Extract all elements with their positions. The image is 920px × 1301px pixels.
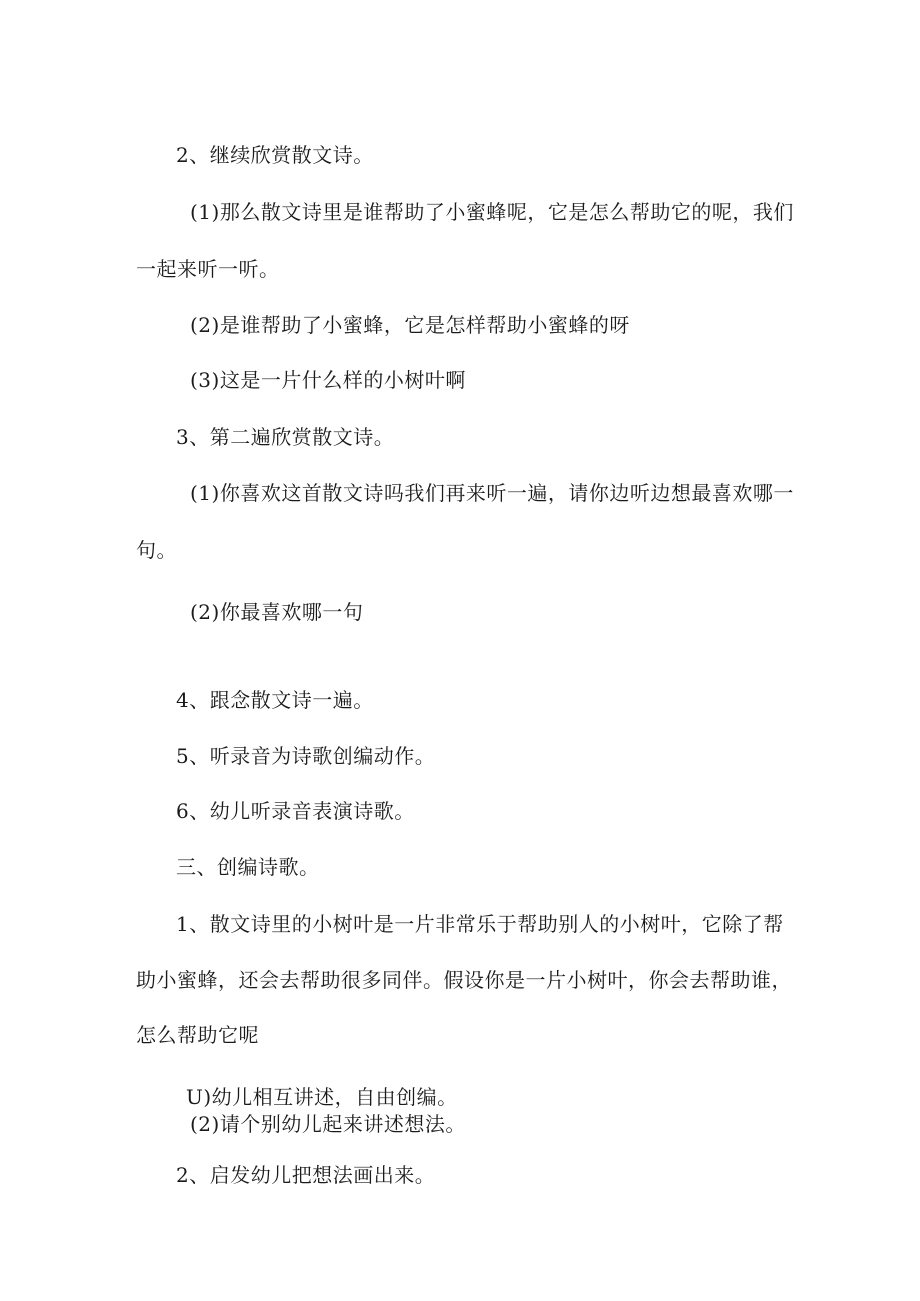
paragraph-line: 6、幼儿听录音表演诗歌。 — [176, 799, 415, 823]
paragraph-line: 3、第二遍欣赏散文诗。 — [176, 425, 395, 449]
paragraph-line: 4、跟念散文诗一遍。 — [176, 688, 374, 712]
paragraph-line: (2)你最喜欢哪一句 — [190, 600, 364, 624]
section-heading: 三、创编诗歌。 — [176, 855, 320, 879]
paragraph-line: 5、听录音为诗歌创编动作。 — [176, 744, 436, 768]
paragraph-line: 1、散文诗里的小树叶是一片非常乐于帮助别人的小树叶，它除了帮 — [176, 912, 784, 936]
paragraph-line: 一起来听一听。 — [136, 257, 280, 281]
paragraph-line: (1)你喜欢这首散文诗吗我们再来听一遍，请你边听边想最喜欢哪一 — [190, 481, 794, 505]
paragraph-line: 助小蜜蜂，还会去帮助很多同伴。假设你是一片小树叶，你会去帮助谁， — [136, 968, 792, 992]
paragraph-line: (2)请个别幼儿起来讲述想法。 — [190, 1112, 466, 1136]
paragraph-line: (1)那么散文诗里是谁帮助了小蜜蜂呢，它是怎么帮助它的呢，我们 — [190, 200, 794, 224]
paragraph-line: 2、启发幼儿把想法画出来。 — [176, 1163, 436, 1187]
paragraph-line: (2)是谁帮助了小蜜蜂，它是怎样帮助小蜜蜂的呀 — [190, 313, 630, 337]
paragraph-line: 怎么帮助它呢 — [136, 1023, 259, 1047]
paragraph-line: (3)这是一片什么样的小树叶啊 — [190, 368, 466, 392]
paragraph-line: 2、继续欣赏散文诗。 — [176, 143, 374, 167]
paragraph-line: 句。 — [136, 538, 177, 562]
paragraph-line: U)幼儿相互讲述，自由创编。 — [186, 1085, 458, 1109]
